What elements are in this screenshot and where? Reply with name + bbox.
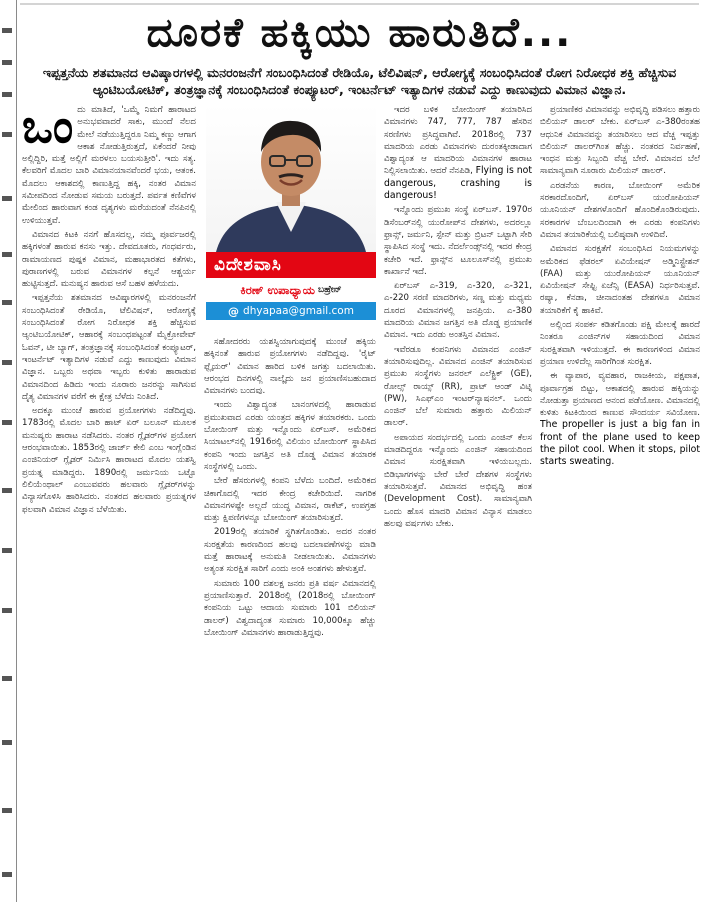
paragraph: ಅಪಾಯದ ಸಂದರ್ಭದಲ್ಲಿ ಒಂದು ಎಂಜಿನ್ ಕೆಲಸ ಮಾಡದಿದ್ದರೂ ಇನ್ನೊಂದು ಎಂಜಿನ್ ಸಹಾಯದಿಂದ ವಿಮಾನ ಸುರಕ್ಷಿತವಾಗಿ ಇಳಿಯಬಲ್ಲದು. ಬಿಡಿಭಾಗಗಳನ್ನು ಬೇರೆ ಬೇರೆ ದೇಶಗಳ ಸಂಸ್ಥೆಗಳು ತಯಾರಿಸುತ್ತವೆ. ವಿಮಾನದ ಅಭಿವೃದ್ಧಿ ಹಂತ (Development Cost). ಸಾಮಾನ್ಯವಾಗಿ ಒಂದು ಹೊಸ ಮಾದರಿ ವಿಮಾನ ವಿನ್ಯಾಸ ಮಾಡಲು ಹಲವು ವರ್ಷಗಳು ಬೇಕು. bbox=[384, 432, 532, 529]
paragraph: 2019ರಲ್ಲಿ ತಯಾರಿಕೆ ಸ್ಥಗಿತಗೊಂಡಿತು. ಅದರ ನಂತರ ಸುರಕ್ಷತೆಯ ಕಾರಣದಿಂದ ಹಲವು ಬದಲಾವಣೆಗಳನ್ನು ಮಾಡಿ ಮತ್ತೆ ಹಾರಾಟಕ್ಕೆ ಅನುಮತಿ ನೀಡಲಾಯಿತು. ವಿಮಾನಗಳು ಅತ್ಯಂತ ಸುರಕ್ಷಿತ ಸಾರಿಗೆ ಎಂದು ಅಂಕಿ ಅಂಶಗಳು ಹೇಳುತ್ತವೆ. bbox=[204, 527, 376, 575]
paragraph: ಇದರ ಬಳಿಕ ಬೋಯಿಂಗ್ ತಯಾರಿಸಿದ ವಿಮಾನಗಳು 747, 777, 787 ಹೆಸರಿನ ಸರಣಿಗಳು ಪ್ರಸಿದ್ಧವಾಗಿವೆ. 2018ರಲ್ಲಿ 737 ಮಾದರಿಯ ಎರಡು ವಿಮಾನಗಳು ದುರಂತಕ್ಕೀಡಾದಾಗ ವಿಶ್ವಾದ್ಯಂತ ಆ ಮಾದರಿಯ ವಿಮಾನಗಳ ಹಾರಾಟ ನಿಲ್ಲಿಸಲಾಯಿತು. ಆದರೆ ನೆನಪಿಡಿ, Flying is not dangerous, crashing is dangerous! bbox=[384, 105, 532, 202]
column-label: ವಿದೇಶವಾಸಿ bbox=[206, 252, 376, 278]
paragraph: ಈ ವ್ಯಾಪಾರ, ವ್ಯವಹಾರ, ರಾಜಕೀಯ, ಪಕ್ಷಪಾತ, ಪೂರ್ವಾಗ್ರಹ ಬಿಟ್ಟು, ಆಕಾಶದಲ್ಲಿ ಹಾರುವ ಹಕ್ಕಿಯನ್ನು ನೋಡುತ್ತಾ ಪ್ರಯಾಣದ ಆನಂದ ಪಡೆಯೋಣ. ವಿಮಾನದಲ್ಲಿ ಕುಳಿತು ಕಿಟಕಿಯಿಂದ ಕಾಣುವ ಸೌಂದರ್ಯ ಸವಿಯೋಣ. The propeller is just a big fan in front of the plane used to keep the pilot cool. When it stops, pilot starts sweating. bbox=[540, 371, 700, 468]
paragraph: ಇವೆರಡೂ ಕಂಪನಿಗಳು ವಿಮಾನದ ಎಂಜಿನ್ ತಯಾರಿಸುವುದಿಲ್ಲ. ವಿಮಾನದ ಎಂಜಿನ್ ತಯಾರಿಸುವ ಪ್ರಮುಖ ಸಂಸ್ಥೆಗಳು ಜನರಲ್ ಎಲೆಕ್ಟ್ರಿಕ್ (GE), ರೋಲ್ಸ್ ರಾಯ್ಸ್ (RR), ಪ್ರಾಟ್ ಆಂಡ್ ವಿಟ್ನಿ (PW), ಸಿಎಫ್‌ಎಂ ಇಂಟರ್‌ನ್ಯಾಷನಲ್. ಒಂದು ಎಂಜಿನ್ ಬೆಲೆ ಸುಮಾರು ಹತ್ತಾರು ಮಿಲಿಯನ್ ಡಾಲರ್. bbox=[384, 344, 532, 429]
paragraph: ಇನ್ನೊಂದು ಪ್ರಮುಖ ಸಂಸ್ಥೆ ಏರ್‌ಬಸ್. 1970ರ ಡಿಸೆಂಬರ್‌ನಲ್ಲಿ ಯುರೋಪ್‌ನ ದೇಶಗಳು, ಅದರಲ್ಲೂ ಫ್ರಾನ್ಸ್, ಜರ್ಮನಿ, ಸ್ಪೇನ್ ಮತ್ತು ಬ್ರಿಟನ್ ಒಟ್ಟಾಗಿ ಸೇರಿ ಸ್ಥಾಪಿಸಿದ ಸಂಸ್ಥೆ ಇದು. ನೆದರ್ಲೆಂಡ್ಸ್‌ನಲ್ಲಿ ಇದರ ಕೇಂದ್ರ ಕಚೇರಿ ಇದೆ. ಫ್ರಾನ್ಸ್‌ನ ಟೂಲೂಸ್‌ನಲ್ಲಿ ಪ್ರಮುಖ ಕಾರ್ಖಾನೆ ಇದೆ. bbox=[384, 205, 532, 277]
paragraph: ಸುಮಾರು 100 ದಶಲಕ್ಷ ಜನರು ಪ್ರತಿ ವರ್ಷ ವಿಮಾನದಲ್ಲಿ ಪ್ರಯಾಣಿಸುತ್ತಾರೆ. 2018ರಲ್ಲಿ (2018ರಲ್ಲಿ ಬೋಯಿಂಗ್ ಕಂಪನಿಯ ಒಟ್ಟು ಆದಾಯ ಸುಮಾರು 101 ಬಿಲಿಯನ್ ಡಾಲರ್) ವಿಶ್ವದಾದ್ಯಂತ ಸುಮಾರು 10,000ಕ್ಕೂ ಹೆಚ್ಚು ಬೋಯಿಂಗ್ ವಿಮಾನಗಳು ಹಾರಾಡುತ್ತಿದ್ದವು. bbox=[204, 578, 376, 638]
author-photo-icon bbox=[206, 104, 376, 252]
body-column-4 bbox=[540, 104, 700, 898]
paragraph: ವಿಮಾನದ ಕಿಟಕಿ ನನಗೆ ಹೊಸದಲ್ಲ, ನಮ್ಮ ಪೂರ್ವಜರಲ್ಲಿ ಹಕ್ಕಿಗಳಂತೆ ಹಾರುವ ಕನಸು ಇತ್ತು. ದೇವದೂತರು, ಗಂಧರ್ವರು, ರಾಮಾಯಣದ ಪುಷ್ಪಕ ವಿಮಾನ, ಮಹಾಭಾರತದ ಕತೆಗಳು, ಪುರಾಣಗಳಲ್ಲಿ ಬರುವ ವಿಮಾನಗಳ ಕಲ್ಪನೆ ಆಶ್ಚರ್ಯ ಹುಟ್ಟಿಸುತ್ತದೆ. ಮನುಷ್ಯನ ಹಾರುವ ಆಸೆ ಬಹಳ ಹಳೆಯದು. bbox=[22, 229, 196, 290]
article-deck: ಇಪ್ಪತ್ತನೆಯ ಶತಮಾನದ ಆವಿಷ್ಕಾರಗಳಲ್ಲಿ ಮನರಂಜನೆಗೆ ಸಂಬಂಧಿಸಿದಂತೆ ರೇಡಿಯೊ, ಟೆಲಿವಿಷನ್, ಆರೋಗ್ಯಕ್ಕೆ ಸಂಬಂಧಿಸಿದಂತೆ ರೋಗ ನಿರೋಧಕ ಶಕ್ತಿ ಹೆಚ್ಚಿಸುವ ಆ್ಯಂಟಿಬಯೋಟಿಕ್, ತಂತ್ರಜ್ಞಾನಕ್ಕೆ ಸಂಬಂಧಿಸಿದಂತೆ ಕಂಪ್ಯೂಟರ್, ಇಂಟರ್ನೆಟ್ ಇತ್ಯಾದಿಗಳ ನಡುವೆ ಎದ್ದು ಕಾಣುವುದು ವಿಮಾನ ವಿಜ್ಞಾನ. bbox=[42, 65, 677, 97]
headline-rule bbox=[20, 3, 699, 5]
body-column-1 bbox=[22, 104, 196, 898]
author-portrait bbox=[206, 104, 376, 252]
paragraph: ಏರ್‌ಬಸ್ ಎ-319, ಎ-320, ಎ-321, ಎ-220 ಸರಣಿ ಮಾದರಿಗಳು, ಸಣ್ಣ ಮತ್ತು ಮಧ್ಯಮ ದೂರದ ವಿಮಾನಗಳಲ್ಲಿ ಜನಪ್ರಿಯ. ಎ-380 ಮಾದರಿಯ ವಿಮಾನ ಜಗತ್ತಿನ ಅತಿ ದೊಡ್ಡ ಪ್ರಯಾಣಿಕ ವಿಮಾನ. ಇದು ಎರಡು ಅಂತಸ್ತಿನ ವಿಮಾನ. bbox=[384, 281, 532, 341]
body-column-2 bbox=[204, 336, 376, 898]
paragraph: ವಿಮಾನದ ಸುರಕ್ಷತೆಗೆ ಸಂಬಂಧಿಸಿದ ನಿಯಮಗಳನ್ನು ಅಮೆರಿಕದ ಫೆಡರಲ್ ಏವಿಯೇಷನ್ ಅಡ್ಮಿನಿಸ್ಟ್ರೇಶನ್ (FAA) ಮತ್ತು ಯುರೋಪಿಯನ್ ಯೂನಿಯನ್ ಏವಿಯೇಷನ್ ಸೇಫ್ಟಿ ಏಜೆನ್ಸಿ (EASA) ನಿರ್ಧರಿಸುತ್ತವೆ. ರಷ್ಯಾ, ಕೆನಡಾ, ಚೀನಾದಂತಹ ದೇಶಗಳೂ ವಿಮಾನ ತಯಾರಿಕೆಗೆ ಕೈ ಹಾಕಿವೆ. bbox=[540, 244, 700, 316]
paragraph: ಇಪ್ಪತ್ತನೆಯ ಶತಮಾನದ ಆವಿಷ್ಕಾರಗಳಲ್ಲಿ ಮನರಂಜನೆಗೆ ಸಂಬಂಧಿಸಿದಂತೆ ರೇಡಿಯೊ, ಟೆಲಿವಿಷನ್, ಆರೋಗ್ಯಕ್ಕೆ ಸಂಬಂಧಿಸಿದಂತೆ ರೋಗ ನಿರೋಧಕ ಶಕ್ತಿ ಹೆಚ್ಚಿಸುವ ಆ್ಯಂಟಿಬಯೋಟಿಕ್, ಆಹಾರಕ್ಕೆ ಸಂಬಂಧಪಟ್ಟಂತೆ ಮೈಕ್ರೋವೇವ್ ಓವನ್, ಟೀ ಬ್ಯಾಗ್, ತಂತ್ರಜ್ಞಾನಕ್ಕೆ ಸಂಬಂಧಿಸಿದಂತೆ ಕಂಪ್ಯೂಟರ್, ಇಂಟರ್ನೆಟ್ ಇತ್ಯಾದಿಗಳ ನಡುವೆ ಎದ್ದು ಕಾಣುವುದು ವಿಮಾನ ವಿಜ್ಞಾನ. ಒಬ್ಬರು ಅಥವಾ ಇಬ್ಬರು ಕುಳಿತು ಹಾರಾಡುವ ವಿಮಾನದಿಂದ ಹಿಡಿದು ಇಂದು ನೂರಾರು ಜನರನ್ನು ಸಾಗಿಸುವ ದೈತ್ಯ ವಿಮಾನಗಳ ವರೆಗೆ ಈ ಕ್ಷೇತ್ರ ಬೆಳೆದು ನಿಂತಿದೆ. bbox=[22, 293, 196, 402]
english-quote: Flying is not dangerous, crashing is dangerous! bbox=[384, 165, 532, 202]
author-email[interactable]: dhyapaa@gmail.com bbox=[243, 305, 354, 317]
paragraph: ಎರಡನೆಯ ಕಾರಣ, ಬೋಯಿಂಗ್ ಅಮೆರಿಕ ಸರಕಾರದೊಂದಿಗೆ, ಏರ್‌ಬಸ್ ಯುರೋಪಿಯನ್ ಯೂನಿಯನ್ ದೇಶಗಳೊಂದಿಗೆ ಹೊಂದಿಕೊಂಡಿರುವುದು. ಸರಕಾರಗಳ ಬೆಂಬಲದಿಂದಾಗಿ ಈ ಎರಡು ಕಂಪನಿಗಳು ವಿಮಾನ ತಯಾರಿಕೆಯಲ್ಲಿ ಬಲಿಷ್ಠವಾಗಿ ಉಳಿದಿವೆ. bbox=[540, 180, 700, 240]
paragraph: ಇಂದು ವಿಶ್ವಾದ್ಯಂತ ಬಾನಂಗಳದಲ್ಲಿ ಹಾರಾಡುವ ಪ್ರಮುಖವಾದ ಎರಡು ಯಂತ್ರದ ಹಕ್ಕಿಗಳ ತಯಾರಕರು. ಒಂದು ಬೋಯಿಂಗ್ ಮತ್ತು ಇನ್ನೊಂದು ಏರ್‌ಬಸ್. ಅಮೆರಿಕದ ಸಿಯಾಟಲ್‌ನಲ್ಲಿ 1916ರಲ್ಲಿ ವಿಲಿಯಂ ಬೋಯಿಂಗ್ ಸ್ಥಾಪಿಸಿದ ಕಂಪನಿ ಇಂದು ಜಗತ್ತಿನ ಅತಿ ದೊಡ್ಡ ವಿಮಾನ ತಯಾರಕ ಸಂಸ್ಥೆಗಳಲ್ಲಿ ಒಂದು. bbox=[204, 400, 376, 472]
article-headline: ದೂರಕೆ ಹಕ್ಕಿಯು ಹಾರುತಿದೆ... bbox=[146, 10, 573, 56]
author-location: ಬಹ್ರೇನ್ bbox=[317, 285, 342, 295]
at-icon: @ bbox=[228, 304, 240, 318]
drop-cap: ಒಂ bbox=[22, 104, 74, 153]
columnist-box bbox=[206, 104, 376, 326]
paragraph: ಒಂದು ಮಾತಿದೆ, 'ಒಮ್ಮೆ ನಿಮಗೆ ಹಾರಾಟದ ಅನುಭವವಾದರೆ ಸಾಕು, ಮುಂದೆ ನೆಲದ ಮೇಲೆ ನಡೆಯುತ್ತಿದ್ದರೂ ನಿಮ್ಮ ಕಣ್ಣು ಆಗಾಗ ಆಕಾಶ ನೋಡುತ್ತಿರುತ್ತದೆ, ಏಕೆಂದರೆ ನೀವು ಅಲ್ಲಿದ್ದಿರಿ, ಮತ್ತೆ ಅಲ್ಲಿಗೆ ಮರಳಲು ಬಯಸುತ್ತೀರಿ'. ಇದು ಸತ್ಯ. ಕೆಲವರಿಗೆ ಮೊದಲ ಬಾರಿ ವಿಮಾನಯಾನವೆಂದರೆ ಭಯ, ಆತಂಕ. ಮೊದಲು ಆಕಾಶದಲ್ಲಿ ಕಾಣುತ್ತಿದ್ದ ಹಕ್ಕಿ, ನಂತರ ವಿಮಾನ ಸಮೀಪದಿಂದ ನೋಡುವ ಸಮಯ ಬರುತ್ತದೆ. ಪರ್ವತ ಕಣಿವೆಗಳ ಮೇಲಿಂದ ಹಾರುವಾಗ ಕಂಡ ದೃಶ್ಯಗಳು ಮರೆಯದಂತೆ ನೆನಪಿನಲ್ಲಿ ಉಳಿಯುತ್ತವೆ. bbox=[22, 104, 196, 226]
adjacent-column-edge bbox=[0, 0, 17, 902]
paragraph: ಅಲ್ಲಿಂದ ಸಂಪರ್ಕ ಕಡಿತಗೊಂಡು ಪಕ್ಷಿ ಮೇಲಕ್ಕೆ ಹಾರದೆ ನಿಂತರೂ ಎಂಜಿನ್‌ಗಳ ಸಹಾಯದಿಂದ ವಿಮಾನ ಸುರಕ್ಷಿತವಾಗಿ ಇಳಿಯುತ್ತದೆ. ಈ ಕಾರಣಗಳಿಂದ ವಿಮಾನ ಪ್ರಯಾಣ ಉಳಿದೆಲ್ಲ ಸಾರಿಗೆಗಿಂತ ಸುರಕ್ಷಿತ. bbox=[540, 320, 700, 367]
paragraph: ಅದಕ್ಕೂ ಮುಂಚೆ ಹಾರುವ ಪ್ರಯೋಗಗಳು ನಡೆದಿದ್ದವು. 1783ರಲ್ಲಿ ಮೊದಲ ಬಾರಿ ಹಾಟ್ ಏರ್ ಬಲೂನ್ ಮೂಲಕ ಮನುಷ್ಯರು ಹಾರಾಟ ನಡೆಸಿದರು. ನಂತರ ಗ್ಲೈಡರ್‌ಗಳ ಪ್ರಯೋಗ ಆರಂಭವಾಯಿತು. 1853ರಲ್ಲಿ ಜಾರ್ಜ್ ಕೇಲಿ ಎಂಬ ಇಂಗ್ಲೆಂಡಿನ ಎಂಜಿನಿಯರ್ ಗ್ಲೈಡರ್ ನಿರ್ಮಿಸಿ ಹಾರಾಟದ ಮೊದಲ ಯಶಸ್ವಿ ಪ್ರಯತ್ನ ಮಾಡಿದ್ದರು. 1890ರಲ್ಲಿ ಜರ್ಮನಿಯ ಒಟ್ಟೊ ಲಿಲಿಯೆಂಥಾಲ್ ಎಂಬುವವರು ಹಲವಾರು ಗ್ಲೈಡರ್‌ಗಳನ್ನು ವಿನ್ಯಾಸಗೊಳಿಸಿ ಹಾರಿಸಿದರು. ನಂತರದ ಹಲವಾರು ಪ್ರಯತ್ನಗಳ ಫಲವಾಗಿ ವಿಮಾನ ವಿಜ್ಞಾನ ಬೆಳೆಯಿತು. bbox=[22, 406, 196, 515]
body-column-3 bbox=[384, 104, 532, 898]
author-name: ಕಿರಣ್ ಉಪಾಧ್ಯಾಯ bbox=[240, 282, 315, 297]
english-joke: The propeller is just a big fan in front of the plane used to keep the pilot cool. When it stops, pilot starts sweating. bbox=[540, 419, 700, 468]
author-email-bar[interactable] bbox=[206, 302, 376, 320]
paragraph: ಬೇರೆ ಹೆಸರುಗಳಲ್ಲಿ ಕಂಪನಿ ಬೆಳೆದು ಬಂದಿದೆ. ಅಮೆರಿಕದ ಚಿಕಾಗೊದಲ್ಲಿ ಇದರ ಕೇಂದ್ರ ಕಚೇರಿಯಿದೆ. ನಾಗರಿಕ ವಿಮಾನಗಳಷ್ಟೇ ಅಲ್ಲದೆ ಯುದ್ಧ ವಿಮಾನ, ರಾಕೆಟ್, ಉಪಗ್ರಹ ಮತ್ತು ಕ್ಷಿಪಣಿಗಳನ್ನೂ ಬೋಯಿಂಗ್ ತಯಾರಿಸುತ್ತದೆ. bbox=[204, 476, 376, 524]
paragraph: ಸಹೋದರರು ಯಶಸ್ವಿಯಾಗುವುದಕ್ಕೆ ಮುಂಚೆ ಹಕ್ಕಿಯ ಹಕ್ಕಿನಂತೆ ಹಾರುವ ಪ್ರಯೋಗಗಳು ನಡೆದಿದ್ದವು. 'ರೈಟ್ ಫ್ಲೈಯರ್' ವಿಮಾನ ಹಾರಿದ ಬಳಿಕ ಜಗತ್ತು ಬದಲಾಯಿತು. ಆರಂಭದ ದಿನಗಳಲ್ಲಿ ನಾಲ್ಕೈದು ಜನ ಪ್ರಯಾಣಿಸಬಹುದಾದ ವಿಮಾನಗಳು ಬಂದವು. bbox=[204, 337, 376, 397]
paragraph: ಪ್ರಯಾಣಿಕರ ವಿಮಾನವನ್ನು ಅಭಿವೃದ್ಧಿ ಪಡಿಸಲು ಹತ್ತಾರು ಬಿಲಿಯನ್ ಡಾಲರ್ ಬೇಕು. ಏರ್‌ಬಸ್ ಎ-380ರಂತಹ ಆಧುನಿಕ ವಿಮಾನವನ್ನು ತಯಾರಿಸಲು ಆದ ವೆಚ್ಚ ಇಪ್ಪತ್ತು ಬಿಲಿಯನ್ ಡಾಲರ್‌ಗಿಂತ ಹೆಚ್ಚು. ನಂತರದ ನಿರ್ವಹಣೆ, ಇಂಧನ ಮತ್ತು ಸಿಬ್ಬಂದಿ ವೆಚ್ಚ ಬೇರೆ. ವಿಮಾನದ ಬೆಲೆ ಸಾಮಾನ್ಯವಾಗಿ ನೂರಾರು ಮಿಲಿಯನ್ ಡಾಲರ್. bbox=[540, 105, 700, 177]
author-byline bbox=[206, 280, 376, 300]
